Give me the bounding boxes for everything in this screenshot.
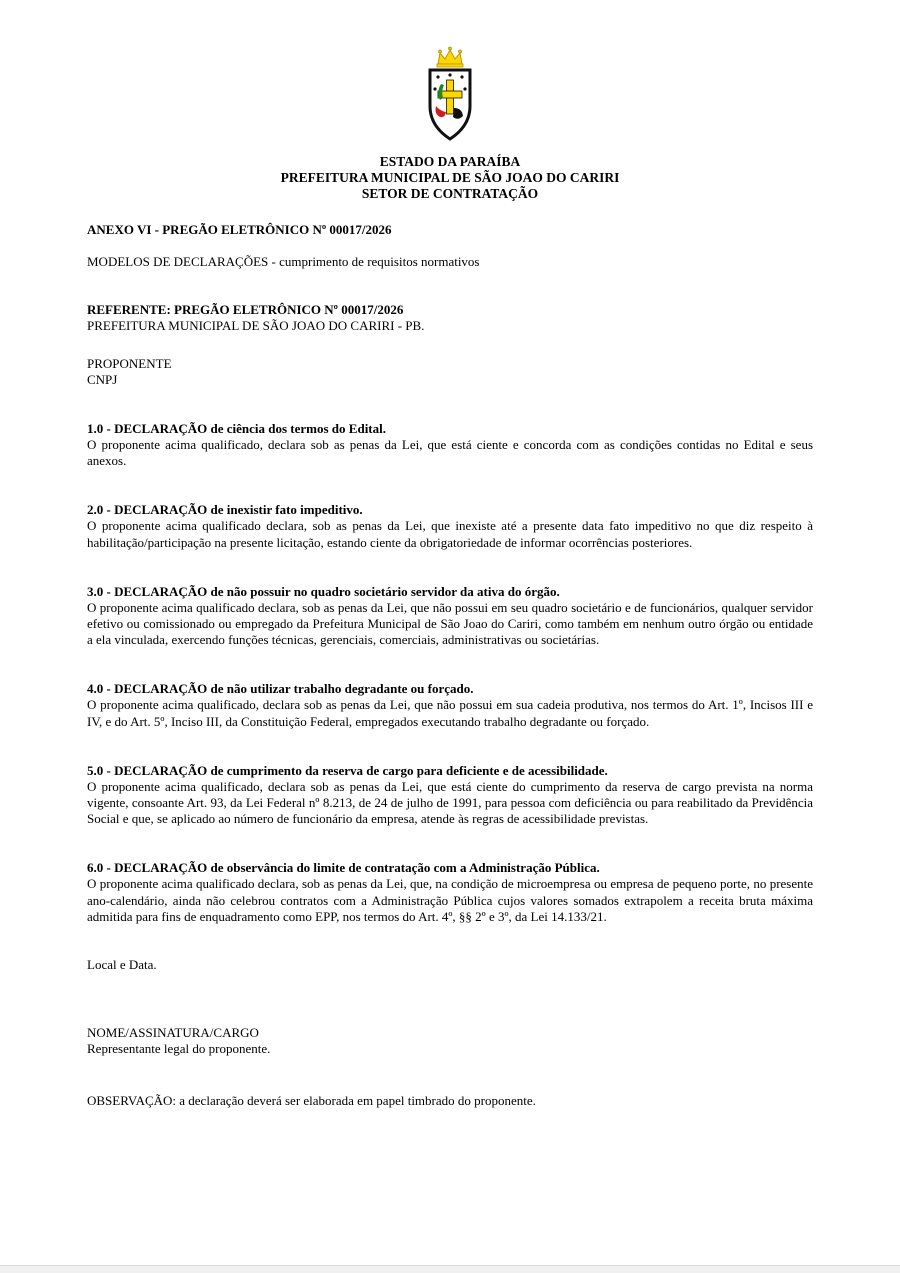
section-title: 1.0 - DECLARAÇÃO de ciência dos termos do Edital. bbox=[87, 421, 386, 436]
section-body: O proponente acima qualificado declara, sob as penas da Lei, que não possui em seu quadro societário e de funcionários, qualquer servidor efetivo ou comissionado ou empregado da Prefeitura Municipal de São Joao do Cariri, como também em nenhum outro órgão ou entidade a ela vinculada, exercendo funções técnicas, gerenciais, comerciais, administrativas ou societárias. bbox=[87, 599, 813, 648]
anexo-title: ANEXO VI - PREGÃO ELETRÔNICO Nº 00017/2026 bbox=[87, 222, 392, 237]
paraiba-coat-of-arms-icon bbox=[421, 44, 479, 144]
declaration-section-4 bbox=[87, 681, 813, 729]
referente-entity: PREFEITURA MUNICIPAL DE SÃO JOAO DO CARIRI - PB. bbox=[87, 318, 425, 333]
declaration-section-5 bbox=[87, 763, 813, 828]
letterhead-municipality: PREFEITURA MUNICIPAL DE SÃO JOAO DO CARIRI bbox=[280, 170, 620, 185]
signature-block bbox=[87, 1025, 813, 1057]
section-body: O proponente acima qualificado, declara sob as penas da Lei, que está ciente do cumprimento da reserva de cargo prevista na norma vigente, consoante Art. 93, da Lei Federal nº 8.213, de 24 de julho de 1991, para pessoa com deficiência ou para reabilitado da Previdência Social e que, se aplicado ao número de funcionário da empresa, atende às regras de acessibilidade previstas. bbox=[87, 778, 813, 827]
letterhead-sector: SETOR DE CONTRATAÇÃO bbox=[361, 186, 539, 201]
section-body: O proponente acima qualificado declara, sob as penas da Lei, que inexiste até a presente data fato impeditivo no que diz respeito à habilitação/participação na presente licitação, estando ciente da obrigatoriedade de informar ocorrências posteriores. bbox=[87, 518, 813, 550]
declaration-section-3 bbox=[87, 584, 813, 649]
section-body: O proponente acima qualificado declara, sob as penas da Lei, que, na condição de microempresa ou empresa de pequeno porte, no presente ano-calendário, ainda não celebrou contratos com a Administração Pública cujos valores somados extrapolem a receita bruta máxima admitida para fins de enquadramento como EPP, nos termos do Art. 4º, §§ 2º e 3º, da Lei 14.133/21. bbox=[87, 876, 813, 924]
crest-container bbox=[87, 44, 813, 148]
local-e-data: Local e Data. bbox=[87, 957, 157, 973]
doc-subtitle: MODELOS DE DECLARAÇÕES - cumprimento de requisitos normativos bbox=[87, 254, 480, 269]
referente-title: REFERENTE: PREGÃO ELETRÔNICO Nº 00017/2026 bbox=[87, 302, 404, 317]
section-title: 5.0 - DECLARAÇÃO de cumprimento da reserva de cargo para deficiente e de acessibilidade. bbox=[87, 762, 608, 778]
page-bottom-edge bbox=[0, 1265, 900, 1273]
section-title: 3.0 - DECLARAÇÃO de não possuir no quadro societário servidor da ativa do órgão. bbox=[87, 583, 560, 599]
declaration-section-6 bbox=[87, 860, 813, 925]
section-body: O proponente acima qualificado, declara sob as penas da Lei, que não possui em sua cadeia produtiva, nos termos do Art. 1º, Incisos III e IV, e do Art. 5º, Inciso III, da Constituição Federal, empregados executando trabalho degradante ou forçado. bbox=[87, 697, 813, 729]
letterhead-state: ESTADO DA PARAÍBA bbox=[379, 154, 521, 169]
proponente-block bbox=[87, 356, 813, 388]
letterhead bbox=[87, 44, 813, 202]
section-body: O proponente acima qualificado, declara sob as penas da Lei, que está ciente e concorda com as condições contidas no Edital e seus anexos. bbox=[87, 437, 813, 469]
proponente-label: PROPONENTE bbox=[87, 356, 172, 371]
declaration-section-2 bbox=[87, 502, 813, 550]
referente-block bbox=[87, 302, 813, 334]
signature-name-line: NOME/ASSINATURA/CARGO bbox=[87, 1025, 259, 1041]
section-title: 2.0 - DECLARAÇÃO de inexistir fato impeditivo. bbox=[87, 502, 363, 518]
section-title: 4.0 - DECLARAÇÃO de não utilizar trabalho degradante ou forçado. bbox=[87, 681, 474, 697]
section-title: 6.0 - DECLARAÇÃO de observância do limite de contratação com a Administração Pública. bbox=[87, 860, 600, 876]
cnpj-label: CNPJ bbox=[87, 372, 118, 387]
observacao-note: OBSERVAÇÃO: a declaração deverá ser elaborada em papel timbrado do proponente. bbox=[87, 1093, 536, 1109]
declaration-section-1 bbox=[87, 421, 813, 469]
signature-role-line: Representante legal do proponente. bbox=[87, 1041, 271, 1057]
